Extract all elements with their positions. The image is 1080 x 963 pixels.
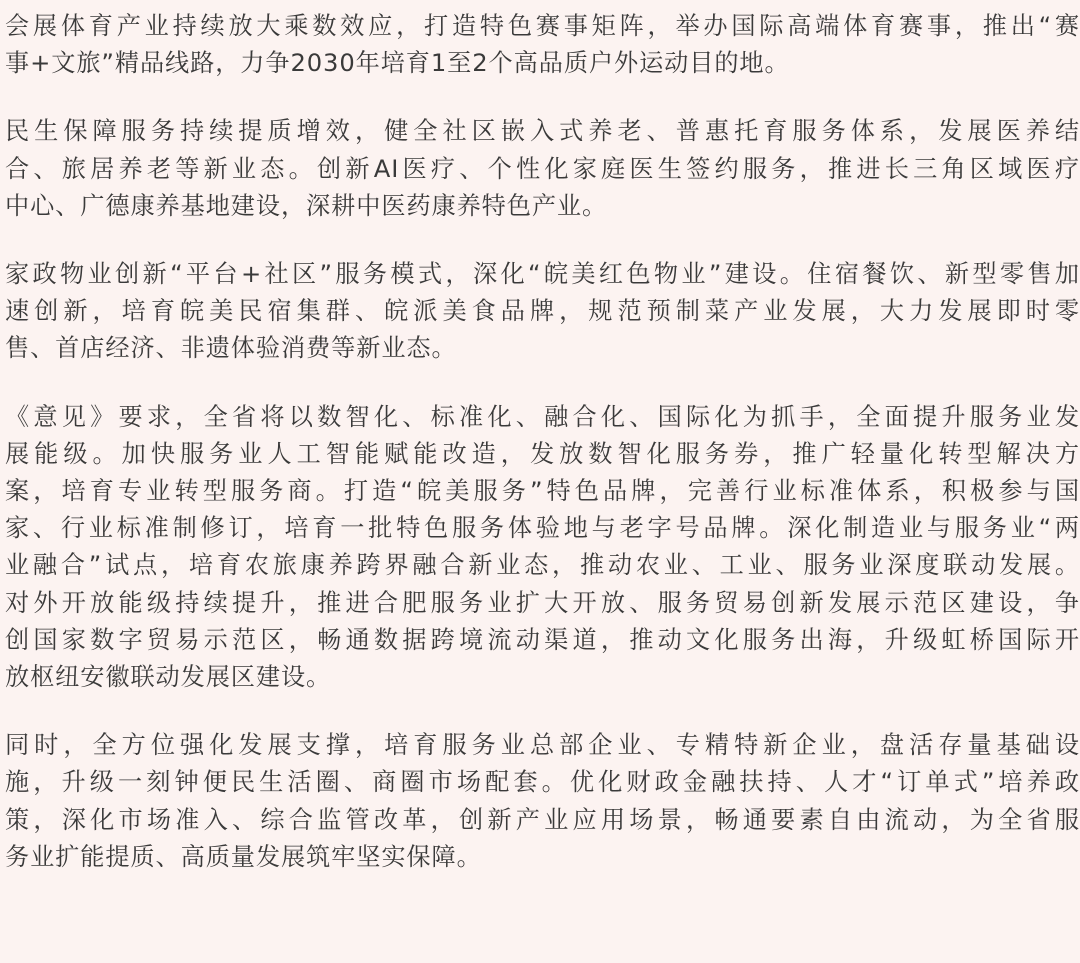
text-line: 民生保障服务持续提质增效，健全社区嵌入式养老、普惠托育服务体系，发展医养结 bbox=[5, 117, 1080, 146]
text-line: 同时，全方位强化发展支撑，培育服务业总部企业、专精特新企业，盘活存量基础设 bbox=[5, 731, 1080, 760]
paragraph-housekeeping-property bbox=[5, 256, 1080, 368]
text-line: 家政物业创新“平台+社区”服务模式，深化“皖美红色物业”建设。住宿餐饮、新型零售加 bbox=[5, 260, 1080, 289]
text-line: 事+文旅”精品线路，力争2030年培育1至2个高品质户外运动目的地。 bbox=[5, 49, 790, 78]
paragraph-opinions-requirements bbox=[5, 399, 1080, 697]
text-line: 展能级。加快服务业人工智能赋能改造，发放数智化服务券，推广轻量化转型解决方 bbox=[5, 439, 1080, 468]
text-line: 策，深化市场准入、综合监管改革，创新产业应用场景，畅通要素自由流动，为全省服 bbox=[5, 805, 1080, 834]
text-line: 施，升级一刻钟便民生活圈、商圈市场配套。优化财政金融扶持、人才“订单式”培养政 bbox=[5, 768, 1080, 797]
text-line: 中心、广德康养基地建设，深耕中医药康养特色产业。 bbox=[5, 191, 608, 220]
text-line: 对外开放能级持续提升，推进合肥服务业扩大开放、服务贸易创新发展示范区建设，争 bbox=[5, 588, 1080, 617]
text-line: 售、首店经济、非遗体验消费等新业态。 bbox=[5, 334, 457, 363]
text-line: 放枢纽安徽联动发展区建设。 bbox=[5, 663, 332, 692]
paragraph-events-sports bbox=[5, 8, 1080, 82]
text-line: 会展体育产业持续放大乘数效应，打造特色赛事矩阵，举办国际高端体育赛事，推出“赛 bbox=[5, 12, 1080, 40]
text-line: 创国家数字贸易示范区，畅通数据跨境流动渠道，推动文化服务出海，升级虹桥国际开 bbox=[5, 625, 1080, 654]
text-line: 《意见》要求，全省将以数智化、标准化、融合化、国际化为抓手，全面提升服务业发 bbox=[5, 402, 1080, 431]
text-line: 案，培育专业转型服务商。打造“皖美服务”特色品牌，完善行业标准体系，积极参与国 bbox=[5, 477, 1080, 506]
text-line: 业融合”试点，培育农旅康养跨界融合新业态，推动农业、工业、服务业深度联动发展。 bbox=[5, 551, 1080, 580]
text-line: 合、旅居养老等新业态。创新AI医疗、个性化家庭医生签约服务，推进长三角区域医疗 bbox=[5, 154, 1080, 183]
text-line: 务业扩能提质、高质量发展筑牢坚实保障。 bbox=[5, 842, 482, 871]
text-line: 家、行业标准制修订，培育一批特色服务体验地与老字号品牌。深化制造业与服务业“两 bbox=[5, 514, 1080, 543]
paragraph-livelihood-services bbox=[5, 113, 1080, 225]
paragraph-development-support bbox=[5, 727, 1080, 876]
text-line: 速创新，培育皖美民宿集群、皖派美食品牌，规范预制菜产业发展，大力发展即时零 bbox=[5, 297, 1080, 326]
